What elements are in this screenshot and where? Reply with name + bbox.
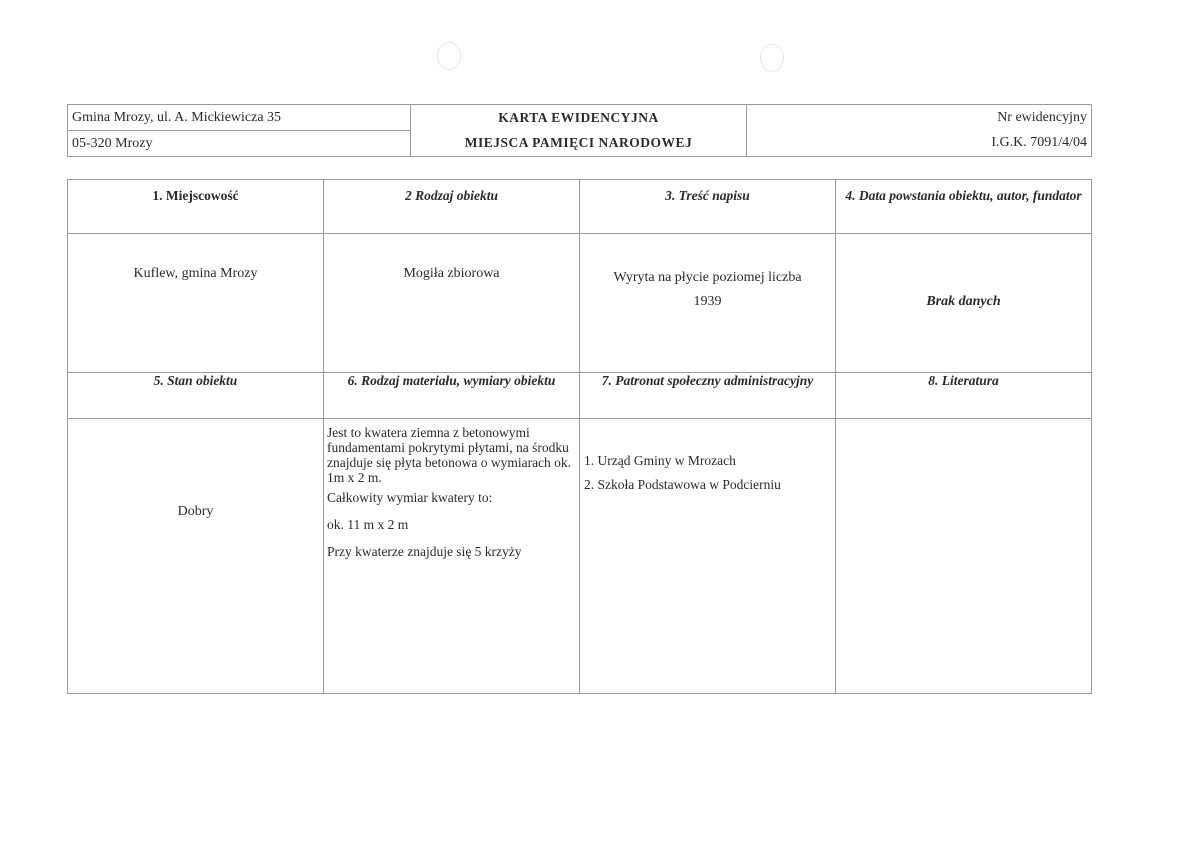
date-author-value: Brak danych xyxy=(926,294,1001,309)
registry-label: Nr ewidencyjny xyxy=(747,105,1092,131)
col-header-condition: 5. Stan obiektu xyxy=(68,373,324,419)
record-table xyxy=(67,179,1092,694)
header-table xyxy=(67,104,1092,157)
material-paragraph-4: Przy kwaterze znajduje się 5 krzyży xyxy=(327,544,522,559)
registry-number: I.G.K. 7091/4/04 xyxy=(747,131,1092,157)
col-header-object-type: 2 Rodzaj obiektu xyxy=(324,180,580,234)
address-line2: 05-320 Mrozy xyxy=(68,131,411,157)
col-header-material: 6. Rodzaj materiału, wymiary obiektu xyxy=(324,373,580,419)
col-header-locality: 1. Miejscowość xyxy=(68,180,324,234)
object-type-value: Mogiła zbiorowa xyxy=(403,266,500,281)
col-header-literature: 8. Literatura xyxy=(836,373,1092,419)
material-paragraph-1: Jest to kwatera ziemna z betonowymi fundamentami pokrytymi płytami, na środku znajduje się płyta betonowa o wymiarach ok. 1m x 2 m. xyxy=(327,425,572,485)
inscription-value xyxy=(580,234,835,314)
title-line2: MIEJSCA PAMIĘCI NARODOWEJ xyxy=(411,131,747,157)
title-line1: KARTA EWIDENCYJNA xyxy=(411,105,747,131)
material-paragraph-2: Całkowity wymiar kwatery to: xyxy=(327,490,493,505)
address-line1: Gmina Mrozy, ul. A. Mickiewicza 35 xyxy=(68,105,411,131)
inscription-line2: 1939 xyxy=(693,294,722,309)
patronage-list xyxy=(580,419,835,497)
locality-value: Kuflew, gmina Mrozy xyxy=(133,266,258,281)
inscription-line1: Wyryta na płycie poziomej liczba xyxy=(613,270,802,285)
punch-hole-right xyxy=(760,44,784,72)
patronage-item-1: 1. Urząd Gminy w Mrozach xyxy=(584,453,736,468)
material-paragraph-3: ok. 11 m x 2 m xyxy=(327,517,409,532)
condition-value: Dobry xyxy=(177,504,214,519)
col-header-patronage: 7. Patronat społeczny administracyjny xyxy=(580,373,836,419)
col-header-date-author: 4. Data powstania obiektu, autor, fundator xyxy=(836,180,1092,234)
material-description xyxy=(324,419,579,559)
patronage-item-2: 2. Szkoła Podstawowa w Podcierniu xyxy=(584,477,781,492)
punch-hole-left xyxy=(437,42,461,70)
col-header-inscription: 3. Treść napisu xyxy=(580,180,836,234)
